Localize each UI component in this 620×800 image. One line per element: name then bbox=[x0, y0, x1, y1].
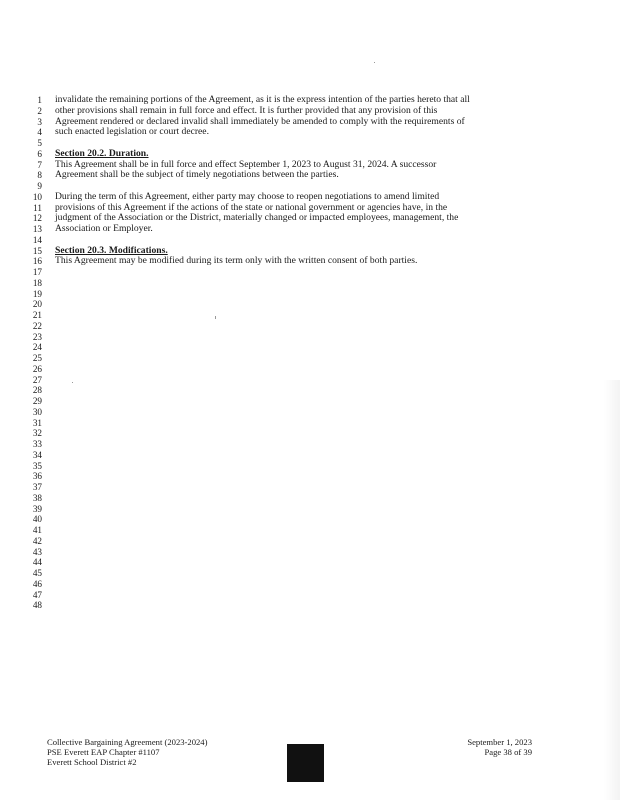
line-number: 39 bbox=[32, 503, 42, 514]
line-number: 9 bbox=[37, 181, 42, 191]
text-line: This Agreement may be modified during its term only with the written consent of both parties. bbox=[55, 255, 418, 267]
line-number: 32 bbox=[32, 428, 42, 439]
line-number: 35 bbox=[32, 460, 42, 471]
line-number: 31 bbox=[32, 417, 42, 428]
line-number: 19 bbox=[32, 288, 42, 299]
line-number: 23 bbox=[32, 331, 42, 342]
line-number: 12 bbox=[32, 213, 42, 224]
line-number: 16 bbox=[32, 256, 42, 267]
line-number: 10 bbox=[32, 191, 42, 202]
text-line: such enacted legislation or court decree. bbox=[55, 126, 209, 138]
body-text bbox=[55, 95, 555, 267]
line-number: 22 bbox=[32, 320, 42, 331]
line-number: 46 bbox=[32, 578, 42, 589]
text-line: Agreement shall be the subject of timely negotiations between the parties. bbox=[55, 169, 339, 181]
line-number: 25 bbox=[32, 353, 42, 363]
line-number: 14 bbox=[32, 234, 42, 245]
line-number: 33 bbox=[32, 439, 42, 449]
line-number: 44 bbox=[32, 557, 42, 568]
text-line: invalidate the remaining portions of the Agreement, as it is the express intention of the parties hereto that all bbox=[55, 94, 470, 105]
line-number: 2 bbox=[37, 105, 42, 116]
text-line: During the term of this Agreement, either party may choose to reopen negotiations to amend limited bbox=[55, 190, 440, 202]
line-number: 15 bbox=[32, 245, 42, 256]
line-number: 4 bbox=[37, 127, 42, 138]
line-number: 13 bbox=[32, 224, 42, 234]
scan-speck bbox=[215, 316, 216, 319]
scan-speck bbox=[72, 382, 73, 383]
text-line: Agreement rendered or declared invalid shall immediately be amended to comply with the requirements of bbox=[55, 115, 465, 127]
footer-chapter: PSE Everett EAP Chapter #1107 bbox=[47, 747, 160, 757]
footer-agreement-title: Collective Bargaining Agreement (2023-2024) bbox=[47, 737, 208, 747]
line-number: 40 bbox=[32, 514, 42, 525]
line-number: 18 bbox=[32, 277, 42, 288]
line-number: 37 bbox=[32, 482, 42, 492]
line-number: 24 bbox=[32, 342, 42, 353]
line-number: 29 bbox=[32, 396, 42, 406]
line-number: 8 bbox=[37, 170, 42, 181]
text-line: This Agreement shall be in full force and effect September 1, 2023 to August 31, 2024. A successor bbox=[55, 158, 437, 170]
line-numbers bbox=[20, 95, 42, 611]
text-line: other provisions shall remain in full force and effect. It is further provided that any provision of this bbox=[55, 104, 438, 116]
line-number: 20 bbox=[32, 299, 42, 310]
line-number: 21 bbox=[32, 310, 42, 320]
line-number: 47 bbox=[32, 589, 42, 600]
text-line: judgment of the Association or the District, materially changed or impacted employees, management, the bbox=[55, 212, 459, 224]
line-number: 26 bbox=[32, 363, 42, 374]
line-number: 27 bbox=[32, 374, 42, 385]
line-number: 48 bbox=[32, 600, 42, 611]
line-number: 34 bbox=[32, 449, 42, 460]
line-number: 41 bbox=[32, 525, 42, 535]
footer-date: September 1, 2023 bbox=[467, 737, 532, 747]
line-number: 5 bbox=[37, 138, 42, 148]
footer-left bbox=[47, 737, 207, 767]
footer-district: Everett School District #2 bbox=[47, 757, 137, 767]
line-number: 36 bbox=[32, 471, 42, 482]
scan-edge-shade bbox=[604, 380, 620, 800]
line-number: 11 bbox=[33, 202, 42, 213]
section-heading-modifications: Section 20.3. Modifications. bbox=[55, 244, 168, 256]
line-number: 6 bbox=[37, 148, 42, 159]
text-line: provisions of this Agreement if the actions of the state or national government or agencies have, in the bbox=[55, 201, 448, 213]
footer-right bbox=[467, 737, 532, 757]
section-heading-duration: Section 20.2. Duration. bbox=[55, 147, 149, 159]
line-number: 43 bbox=[32, 546, 42, 557]
footer-page-number: Page 38 of 39 bbox=[484, 747, 532, 757]
scan-speck bbox=[374, 62, 375, 63]
line-number: 28 bbox=[32, 385, 42, 396]
line-number: 17 bbox=[32, 267, 42, 277]
line-number: 38 bbox=[32, 492, 42, 503]
line-number: 7 bbox=[37, 159, 42, 170]
line-number: 30 bbox=[32, 406, 42, 417]
blank-line bbox=[55, 235, 555, 246]
line-number: 42 bbox=[32, 535, 42, 546]
redaction-block bbox=[287, 744, 324, 782]
text-line: Association or Employer. bbox=[55, 223, 153, 234]
line-number: 3 bbox=[37, 116, 42, 127]
line-number: 1 bbox=[37, 95, 42, 105]
line-number: 45 bbox=[32, 568, 42, 578]
